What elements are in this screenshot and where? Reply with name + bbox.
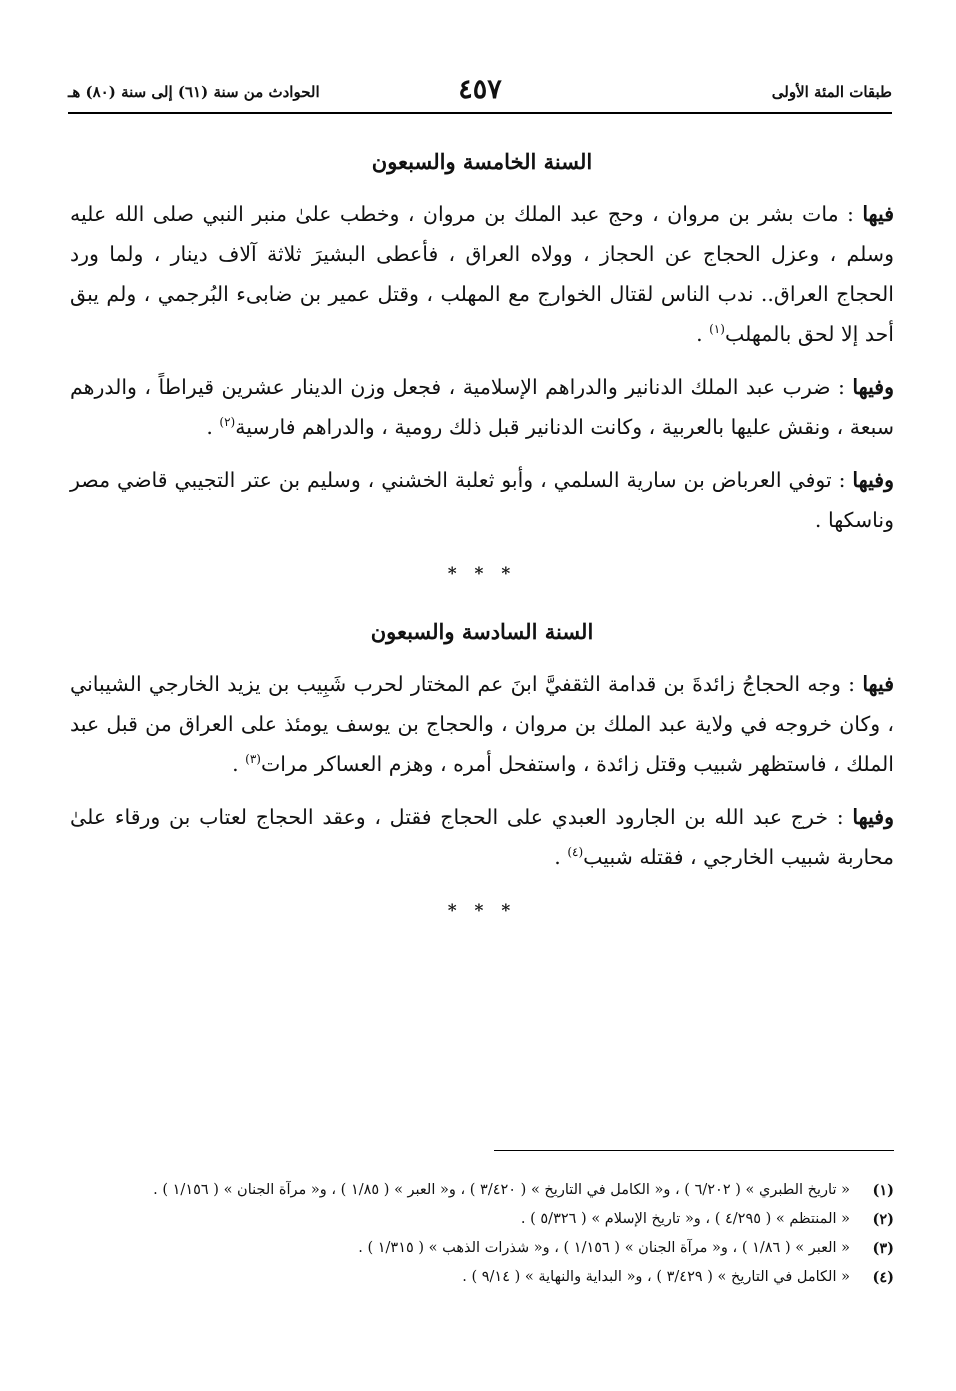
footnotes (70, 1176, 894, 1292)
footnote-text: « تاريخ الطبري » ( ٦/٢٠٢ ) ، و« الكامل في التاريخ » ( ٣/٤٢٠ ) ، و« العبر » ( ١/٨٥ ) ، و« مرآة الجنان » ( ١/١٥٦ ) . (153, 1182, 850, 1198)
footnote-marker[interactable]: (٣) (245, 752, 261, 767)
footnote-separator (494, 1150, 894, 1151)
paragraph-end: . (554, 845, 568, 869)
paragraph-lead: وفيها (852, 375, 894, 399)
section-title: السنة الخامسة والسبعون (371, 149, 593, 174)
paragraph-lead: فيها (862, 202, 894, 226)
paragraph (70, 797, 894, 877)
footnote-text: « المنتظم » ( ٤/٢٩٥ ) ، و« تاريخ الإسلام » ( ٥/٣٢٦ ) . (520, 1211, 850, 1227)
footnote-text: « الكامل في التاريخ » ( ٣/٤٢٩ ) ، و« البداية والنهاية » ( ٩/١٤ ) . (462, 1269, 850, 1285)
footnote-item (70, 1176, 894, 1205)
footnote-item (70, 1205, 894, 1234)
paragraph (70, 367, 894, 447)
book-title: طبقات المئة الأولى (771, 83, 892, 101)
page-number: ٤٥٧ (458, 74, 502, 105)
paragraph (70, 664, 894, 784)
section-divider: * * * (447, 901, 517, 921)
section-range: الحوادث من سنة (٦١) إلى سنة (٨٠) هـ (68, 83, 320, 101)
running-header (68, 72, 892, 114)
footnote-number: (٣) (872, 1240, 894, 1257)
footnote-text: « العبر » ( ١/٨٦ ) ، و« مرآة الجنان » ( ١/١٥٦ ) ، و« شذرات الذهب » ( ١/٣١٥ ) . (358, 1240, 850, 1256)
section-title: السنة السادسة والسبعون (370, 619, 594, 644)
footnote-item (70, 1263, 894, 1292)
paragraph-lead: وفيها (852, 805, 894, 829)
paragraph (70, 460, 894, 540)
paragraph-lead: وفيها (852, 468, 894, 492)
footnote-marker[interactable]: (٤) (567, 845, 584, 860)
paragraph-text: : وجه الحجاجُ زائدةَ بن قدامة الثقفيَّ ابنَ عم المختار لحرب شَبِيب بن يزيد الخارجي الشيباني ، وكان خروجه في ولاية عبد الملك بن مروان ، والحجاج بن يوسف يومئذ على العراق من قبل عبد الملك ، فاستظهر شبيب وقتل زائدة ، واستفحل أمره ، وهزم العساكر مرات (70, 672, 894, 776)
section-divider: * * * (447, 564, 517, 584)
paragraph-text: : توفي العرباض بن سارية السلمي ، وأبو ثعلبة الخشني ، وسليم بن عتر التجيبي قاضي مصر وناسكها . (70, 468, 894, 532)
paragraph-end: . (206, 415, 220, 439)
footnote-number: (١) (872, 1182, 894, 1199)
paragraph-end: . (696, 322, 710, 346)
footnote-number: (٢) (872, 1211, 894, 1228)
paragraph-text: : خرج عبد الله بن الجارود العبدي على الحجاج فقتل ، وعقد الحجاج لعتاب بن ورقاء علىٰ محاربة شبيب الخارجي ، فقتله شبيب (70, 805, 894, 869)
paragraph-lead: فيها (862, 672, 894, 696)
footnote-marker[interactable]: (٢) (219, 415, 236, 430)
footnote-marker[interactable]: (١) (709, 322, 725, 337)
paragraph (70, 194, 894, 354)
main-text (70, 142, 894, 949)
paragraph-text: : مات بشر بن مروان ، وحج عبد الملك بن مروان ، وخطب علىٰ منبر النبي صلى الله عليه وسلم ، وعزل الحجاج عن الحجاز ، وولاه العراق ، فأعطى البشيرَ ثلاثة آلاف دينار ، ولما ورد الحجاج العراق.. ندب الناس لقتال الخوارج مع المهلب ، وقتل عمير بن ضابىء البُرجمي ، ولم يبق أحد إلا لحق بالمهلب (70, 202, 894, 346)
paragraph-text: : ضرب عبد الملك الدنانير والدراهم الإسلامية ، فجعل وزن الدينار عشرين قيراطاً ، والدرهم سبعة ، ونقش عليها بالعربية ، وكانت الدنانير قبل ذلك رومية ، والدراهم فارسية (70, 375, 894, 439)
footnote-number: (٤) (872, 1269, 894, 1286)
paragraph-end: . (232, 752, 246, 776)
footnote-item (70, 1234, 894, 1263)
